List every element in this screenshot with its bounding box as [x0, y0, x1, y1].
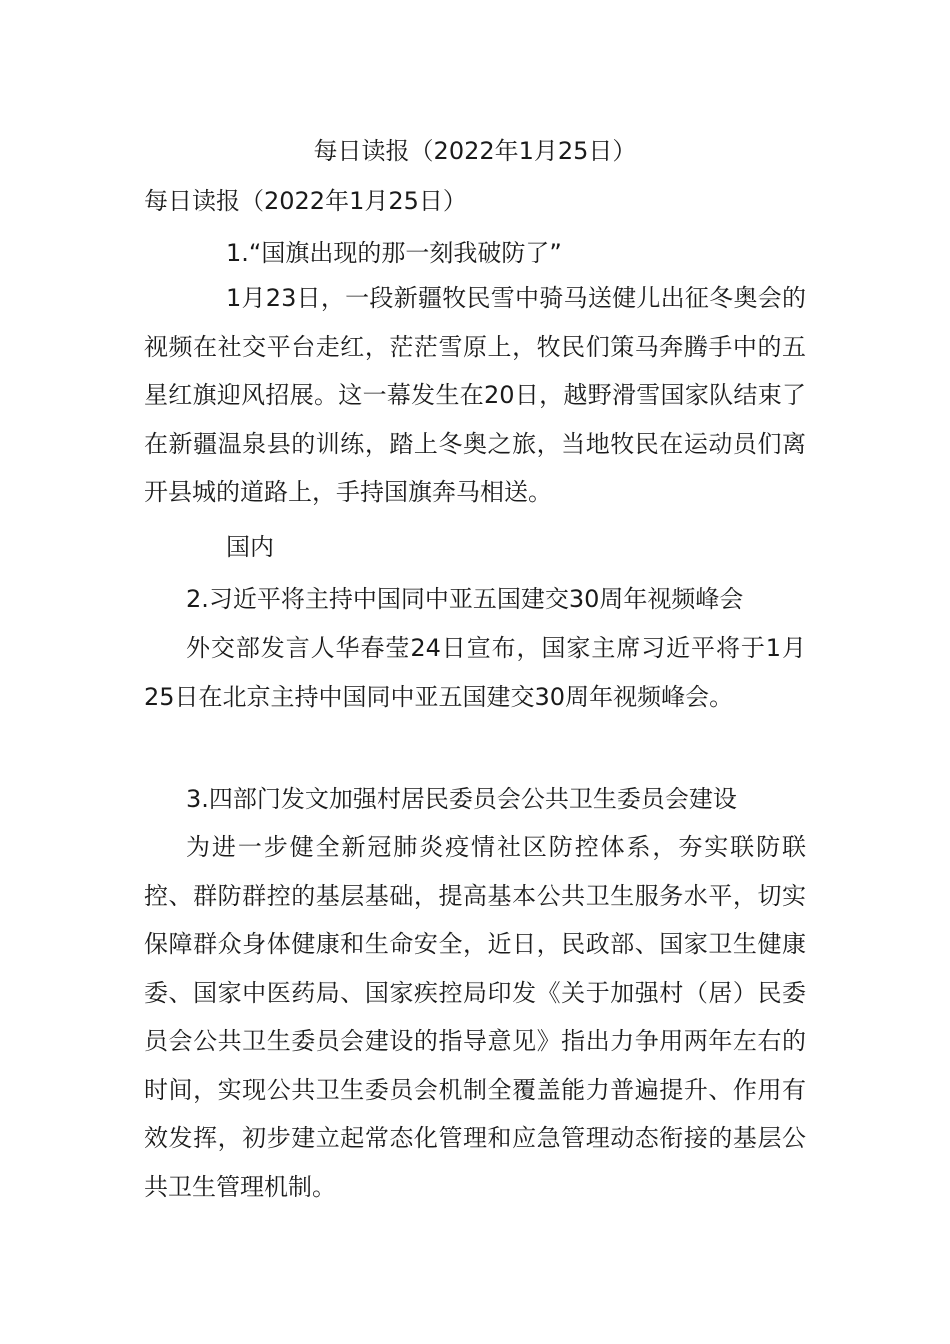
item-2-heading: 2.习近平将主持中国同中亚五国建交30周年视频峰会 [186, 585, 744, 613]
section-domestic-label: 国内 [226, 533, 274, 561]
document-title: 每日读报（2022年1月25日） [313, 137, 637, 165]
document-subtitle: 每日读报（2022年1月25日） [144, 187, 467, 215]
item-3-heading: 3.四部门发文加强村居民委员会公共卫生委员会建设 [186, 785, 737, 813]
item-2-body: 外交部发言人华春莹24日宣布，国家主席习近平将于1月25日在北京主持中国同中亚五国建交30周年视频峰会。 [144, 634, 806, 711]
item-3-body: 为进一步健全新冠肺炎疫情社区防控体系，夯实联防联控、群防群控的基层基础，提高基本公共卫生服务水平，切实保障群众身体健康和生命安全，近日，民政部、国家卫生健康委、国家中医药局、国家疾控局印发《关于加强村（居）民委员会公共卫生委员会建设的指导意见》指出力争用两年左右的时间，实现公共卫生委员会机制全覆盖能力普遍提升、作用有效发挥，初步建立起常态化管理和应急管理动态衔接的基层公共卫生管理机制。 [144, 833, 806, 1201]
item-1-body: 1月23日，一段新疆牧民雪中骑马送健儿出征冬奥会的视频在社交平台走红，茫茫雪原上，牧民们策马奔腾手中的五星红旗迎风招展。这一幕发生在20日，越野滑雪国家队结束了在新疆温泉县的训练，踏上冬奥之旅，当地牧民在运动员们离开县城的道路上，手持国旗奔马相送。 [144, 284, 806, 506]
item-1-heading: 1.“国旗出现的那一刻我破防了” [226, 239, 562, 267]
